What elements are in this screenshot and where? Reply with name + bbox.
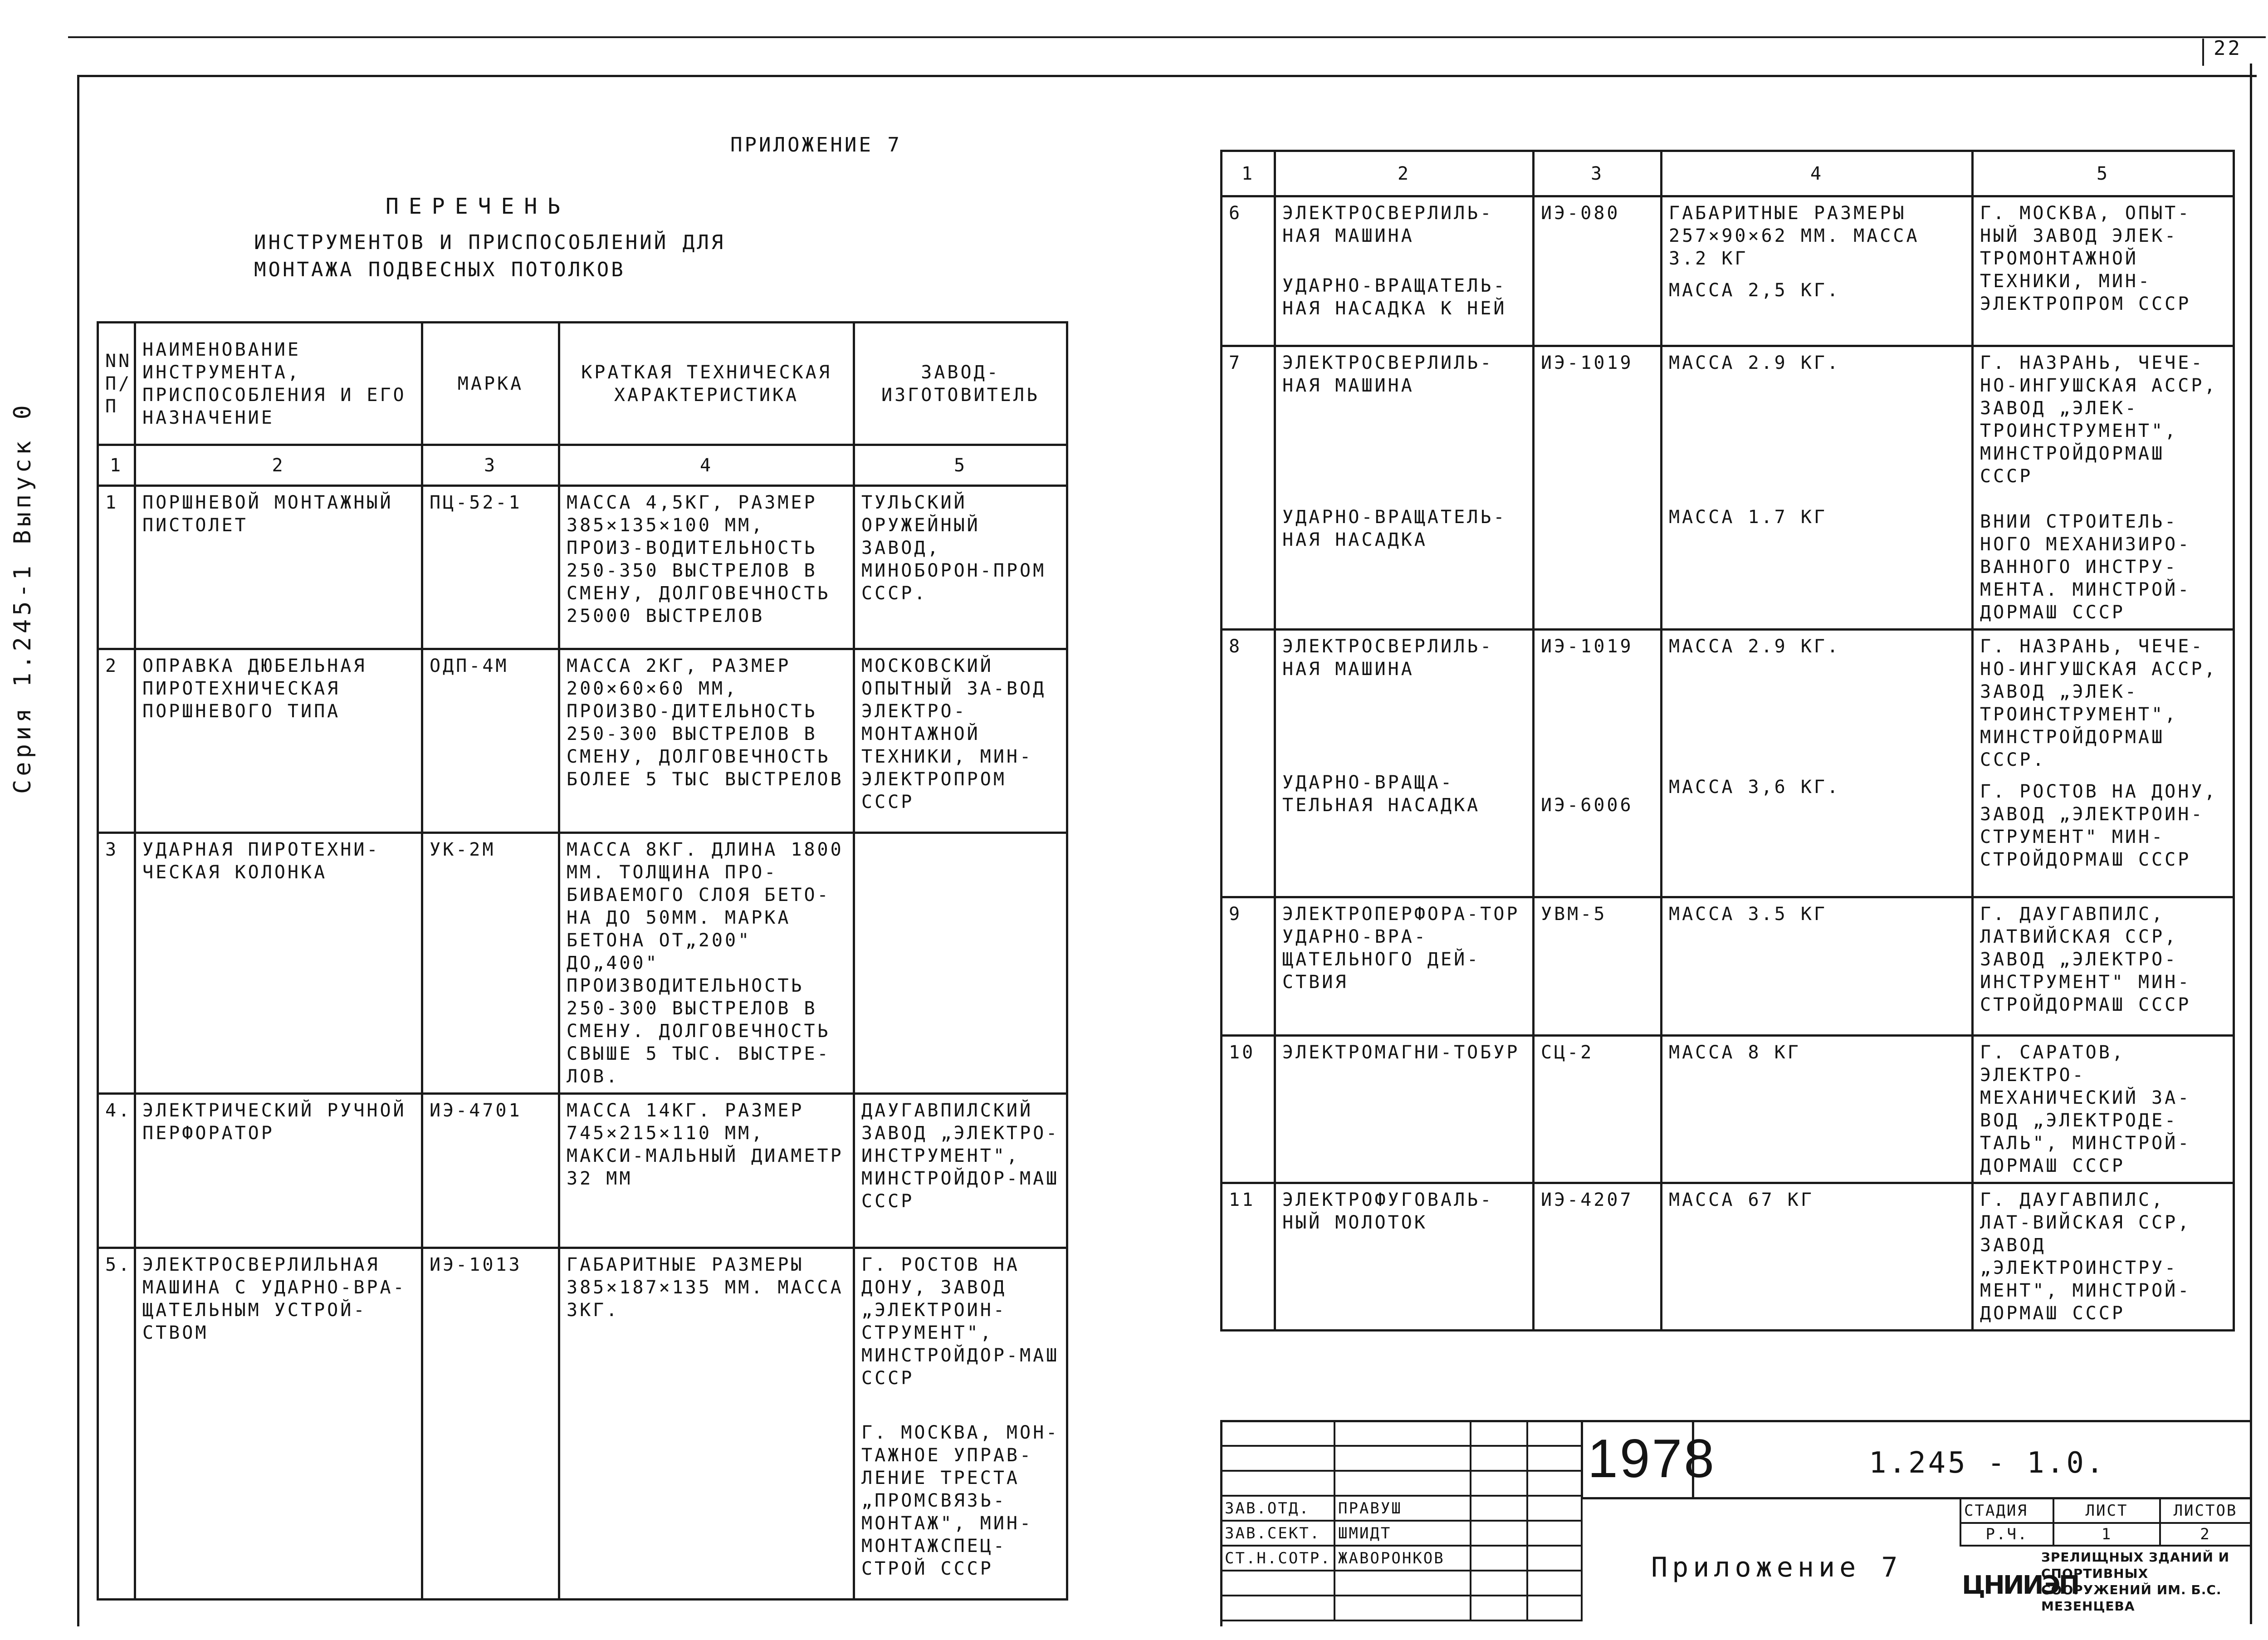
item-maker-secondary: Г. РОСТОВ НА ДОНУ, ЗАВОД „ЭЛЕКТРОИН-СТРУМЕНТ" МИН-СТРОЙДОРМАШ СССР: [1980, 781, 2218, 870]
table-row: [98, 1094, 1067, 1248]
left-frame-line: [77, 75, 79, 1626]
item-maker: Г. ДАУГАВПИЛС, ЛАТВИЙСКАЯ ССР, ЗАВОД „ЭЛЕКТРО-ИНСТРУМЕНТ" МИН-СТРОЙДОРМАШ СССР: [1973, 897, 2234, 1036]
item-spec: МАССА 67 КГ: [1662, 1183, 1973, 1331]
sheets-value: 2: [2160, 1523, 2251, 1546]
item-maker: [854, 833, 1067, 1094]
row-number: 2: [98, 649, 135, 833]
item-spec: [1662, 196, 1973, 346]
item-name: [1275, 630, 1534, 897]
signer-role: СТ.Н.СОТР.: [1221, 1546, 1334, 1571]
item-name-primary: ЭЛЕКТРОСВЕРЛИЛЬ-НАЯ МАШИНА: [1282, 352, 1494, 396]
col-number: 3: [422, 445, 559, 486]
item-maker: [1973, 346, 2234, 630]
document-subtitle-2: МОНТАЖА ПОДВЕСНЫХ ПОТОЛКОВ: [254, 258, 626, 281]
row-number: 1: [98, 486, 135, 649]
item-spec: МАССА 4,5КГ, РАЗМЕР 385×135×100 ММ, ПРОИЗ-ВОДИТЕЛЬНОСТЬ 250-350 ВЫСТРЕЛОВ В СМЕНУ, ДОЛГОВЕЧНОСТЬ 25000 ВЫСТРЕЛОВ: [559, 486, 854, 649]
col-number: 4: [559, 445, 854, 486]
signer-role: ЗАВ.СЕКТ.: [1221, 1521, 1334, 1546]
left-instruments-table: [97, 321, 1068, 1601]
item-spec-primary: МАССА 2.9 КГ.: [1669, 636, 1841, 657]
table-row: [1222, 897, 2234, 1036]
item-mark: [1534, 630, 1662, 897]
item-maker-primary: Г. РОСТОВ НА ДОНУ, ЗАВОД „ЭЛЕКТРОИН-СТРУМЕНТ", МИНСТРОЙДОР-МАШ СССР: [861, 1254, 1060, 1389]
table-row: [98, 649, 1067, 833]
signer-name: ЖАВОРОНКОВ: [1334, 1546, 1471, 1571]
item-maker-primary: Г. НАЗРАНЬ, ЧЕЧЕ-НО-ИНГУШСКАЯ АССР, ЗАВОД „ЭЛЕК-ТРОИНСТРУМЕНТ", МИНСТРОЙДОРМАШ СССР: [1980, 352, 2218, 487]
table-row: [1222, 1036, 2234, 1183]
item-name-primary: ЭЛЕКТРОСВЕРЛИЛЬ-НАЯ МАШИНА: [1282, 636, 1494, 680]
item-mark-primary: ИЭ-1019: [1541, 636, 1633, 657]
item-mark: СЦ-2: [1534, 1036, 1662, 1183]
item-maker: МОСКОВСКИЙ ОПЫТНЫЙ ЗА-ВОД ЭЛЕКТРО-МОНТАЖНОЙ ТЕХНИКИ, МИН-ЭЛЕКТРОПРОМ СССР: [854, 649, 1067, 833]
item-maker: Г. МОСКВА, ОПЫТ-НЫЙ ЗАВОД ЭЛЕК-ТРОМОНТАЖНОЙ ТЕХНИКИ, МИН-ЭЛЕКТРОПРОМ СССР: [1973, 196, 2234, 346]
item-spec-primary: МАССА 2.9 КГ.: [1669, 352, 1841, 373]
item-spec: [1662, 346, 1973, 630]
row-number: 5.: [98, 1248, 135, 1600]
row-number: 11: [1222, 1183, 1275, 1331]
item-spec: ГАБАРИТНЫЕ РАЗМЕРЫ 385×187×135 ММ. МАССА 3КГ.: [559, 1248, 854, 1600]
item-spec: [1662, 630, 1973, 897]
col-number: 5: [1973, 151, 2234, 196]
item-name: ЭЛЕКТРИЧЕСКИЙ РУЧНОЙ ПЕРФОРАТОР: [135, 1094, 422, 1248]
item-name: УДАРНАЯ ПИРОТЕХНИ-ЧЕСКАЯ КОЛОНКА: [135, 833, 422, 1094]
document-title: ПЕРЕЧЕНЬ: [386, 194, 571, 219]
series-side-text: Серия 1.245-1 Выпуск 0: [9, 401, 36, 794]
item-spec: МАССА 8 КГ: [1662, 1036, 1973, 1183]
sheet-label: ЛИСТ: [2053, 1498, 2160, 1523]
item-name: ОПРАВКА ДЮБЕЛЬНАЯ ПИРОТЕХНИЧЕСКАЯ ПОРШНЕВОГО ТИПА: [135, 649, 422, 833]
item-name: ЭЛЕКТРОПЕРФОРА-ТОР УДАРНО-ВРА-ЩАТЕЛЬНОГО ДЕЙ-СТВИЯ: [1275, 897, 1534, 1036]
item-spec-secondary: МАССА 2,5 КГ.: [1669, 280, 1841, 301]
item-mark-secondary: ИЭ-6006: [1541, 795, 1633, 816]
item-mark: ИЭ-1019: [1534, 346, 1662, 630]
item-name: ЭЛЕКТРОФУГОВАЛЬ-НЫЙ МОЛОТОК: [1275, 1183, 1534, 1331]
col-number: 2: [135, 445, 422, 486]
org-logo: ЦНИИЭП: [1962, 1571, 2078, 1600]
item-mark: ИЭ-080: [1534, 196, 1662, 346]
row-number: 10: [1222, 1036, 1275, 1183]
item-spec: МАССА 14КГ. РАЗМЕР 745×215×110 ММ, МАКСИ-МАЛЬНЫЙ ДИАМЕТР 32 ММ: [559, 1094, 854, 1248]
item-mark: ИЭ-4207: [1534, 1183, 1662, 1331]
item-name: [1275, 196, 1534, 346]
item-name: [1275, 346, 1534, 630]
col-number: 1: [1222, 151, 1275, 196]
item-mark: УК-2М: [422, 833, 559, 1094]
header-maker: ЗАВОД-ИЗГОТОВИТЕЛЬ: [854, 323, 1067, 445]
stage-value: Р.Ч.: [1960, 1523, 2053, 1546]
signer-role: ЗАВ.ОТД.: [1221, 1496, 1334, 1521]
item-maker-secondary: Г. МОСКВА, МОН-ТАЖНОЕ УПРАВ-ЛЕНИЕ ТРЕСТА „ПРОМСВЯЗЬ-МОНТАЖ", МИН-МОНТАЖСПЕЦ-СТРОЙ СССР: [861, 1422, 1060, 1579]
col-number: 5: [854, 445, 1067, 486]
top-frame-line: [68, 36, 2266, 38]
header-mark: МАРКА: [422, 323, 559, 445]
row-number: 6: [1222, 196, 1275, 346]
signature-grid: [1220, 1420, 1583, 1621]
item-spec-secondary: МАССА 3,6 КГ.: [1669, 777, 1841, 798]
sheets-label: ЛИСТОВ: [2160, 1498, 2251, 1523]
item-maker: [854, 1248, 1067, 1600]
item-mark: ПЦ-52-1: [422, 486, 559, 649]
table-row: [1222, 630, 2234, 897]
table-row: [98, 833, 1067, 1094]
item-name-secondary: УДАРНО-ВРАЩА-ТЕЛЬНАЯ НАСАДКА: [1282, 772, 1481, 816]
header-spec: КРАТКАЯ ТЕХНИЧЕСКАЯ ХАРАКТЕРИСТИКА: [559, 323, 854, 445]
sheet-value: 1: [2053, 1523, 2160, 1546]
item-name-secondary: УДАРНО-ВРАЩАТЕЛЬ-НАЯ НАСАДКА: [1282, 507, 1507, 550]
header-name: НАИМЕНОВАНИЕ ИНСТРУМЕНТА, ПРИСПОСОБЛЕНИЯ И ЕГО НАЗНАЧЕНИЕ: [135, 323, 422, 445]
stage-label: СТАДИЯ: [1960, 1498, 2053, 1523]
appendix-label: ПРИЛОЖЕНИЕ 7: [730, 133, 902, 157]
sheet-title: Приложение 7: [1651, 1552, 1902, 1583]
item-mark: УВМ-5: [1534, 897, 1662, 1036]
item-spec-secondary: МАССА 1.7 КГ: [1669, 507, 1827, 528]
col-number: 3: [1534, 151, 1662, 196]
signer-name: ПРАВУШ: [1334, 1496, 1471, 1521]
item-name: ПОРШНЕВОЙ МОНТАЖНЫЙ ПИСТОЛЕТ: [135, 486, 422, 649]
col-number: 1: [98, 445, 135, 486]
item-name: ЭЛЕКТРОСВЕРЛИЛЬНАЯ МАШИНА С УДАРНО-ВРА-ЩАТЕЛЬНЫМ УСТРОЙ-СТВОМ: [135, 1248, 422, 1600]
year-box-left: [1581, 1420, 1583, 1499]
item-name: ЭЛЕКТРОМАГНИ-ТОБУР: [1275, 1036, 1534, 1183]
table-row: [98, 1248, 1067, 1600]
col-number: 2: [1275, 151, 1534, 196]
item-maker: ДАУГАВПИЛСКИЙ ЗАВОД „ЭЛЕКТРО-ИНСТРУМЕНТ", МИНСТРОЙДОР-МАШ СССР: [854, 1094, 1067, 1248]
item-maker: [1973, 630, 2234, 897]
row-number: 3: [98, 833, 135, 1094]
row-number: 8: [1222, 630, 1275, 897]
item-name-primary: ЭЛЕКТРОСВЕРЛИЛЬ-НАЯ МАШИНА: [1282, 203, 1494, 246]
signer-name: ШМИДТ: [1334, 1521, 1471, 1546]
item-maker-secondary: ВНИИ СТРОИТЕЛЬ-НОГО МЕХАНИЗИРО-ВАННОГО ИНСТРУ-МЕНТА. МИНСТРОЙ-ДОРМАШ СССР: [1980, 511, 2191, 623]
row-number: 4.: [98, 1094, 135, 1248]
item-spec: МАССА 3.5 КГ: [1662, 897, 1973, 1036]
row-number: 9: [1222, 897, 1275, 1036]
item-maker: Г. САРАТОВ, ЭЛЕКТРО-МЕХАНИЧЕСКИЙ ЗА-ВОД „ЭЛЕКТРОДЕ-ТАЛЬ", МИНСТРОЙ-ДОРМАШ СССР: [1973, 1036, 2234, 1183]
item-mark: ОДП-4М: [422, 649, 559, 833]
right-instruments-table: [1220, 150, 2235, 1332]
item-name-secondary: УДАРНО-ВРАЩАТЕЛЬ-НАЯ НАСАДКА К НЕЙ: [1282, 275, 1507, 319]
inner-top-frame-line: [79, 75, 2257, 77]
item-spec: МАССА 8КГ. ДЛИНА 1800 ММ. ТОЛЩИНА ПРО-БИВАЕМОГО СЛОЯ БЕТО-НА ДО 50ММ. МАРКА БЕТОНА ОТ„200" ДО„400" ПРОИЗВОДИТЕЛЬНОСТЬ 250-300 ВЫСТРЕЛОВ В СМЕНУ. ДОЛГОВЕЧНОСТЬ СВЫШЕ 5 ТЫС. ВЫСТРЕ-ЛОВ.: [559, 833, 854, 1094]
table-row: [98, 486, 1067, 649]
table-row: [1222, 1183, 2234, 1331]
item-spec: МАССА 2КГ, РАЗМЕР 200×60×60 ММ, ПРОИЗВО-ДИТЕЛЬНОСТЬ 250-300 ВЫСТРЕЛОВ В СМЕНУ, ДОЛГОВЕЧНОСТЬ БОЛЕЕ 5 ТЫС ВЫСТРЕЛОВ: [559, 649, 854, 833]
table-row: [1222, 196, 2234, 346]
document-code: 1.245 - 1.0.: [1869, 1446, 2106, 1480]
page-number-box-line: [2202, 39, 2204, 66]
row-number: 7: [1222, 346, 1275, 630]
item-spec-primary: ГАБАРИТНЫЕ РАЗМЕРЫ 257×90×62 ММ. МАССА 3.2 КГ: [1669, 203, 1920, 269]
org-name: ЗРЕЛИЩНЫХ ЗДАНИЙ И СПОРТИВНЫХ СООРУЖЕНИЙ ИМ. Б.С. МЕЗЕНЦЕВА: [2041, 1550, 2230, 1614]
item-maker: Г. ДАУГАВПИЛС, ЛАТ-ВИЙСКАЯ ССР, ЗАВОД „ЭЛЕКТРОИНСТРУ-МЕНТ", МИНСТРОЙ-ДОРМАШ СССР: [1973, 1183, 2234, 1331]
header-nn: NN П/П: [98, 323, 135, 445]
item-mark: ИЭ-4701: [422, 1094, 559, 1248]
item-maker-primary: Г. НАЗРАНЬ, ЧЕЧЕ-НО-ИНГУШСКАЯ АССР, ЗАВОД „ЭЛЕК-ТРОИНСТРУМЕНТ", МИНСТРОЙДОРМАШ СССР.: [1980, 636, 2218, 770]
right-frame-line: [2250, 64, 2252, 1624]
document-subtitle-1: ИНСТРУМЕНТОВ И ПРИСПОСОБЛЕНИЙ ДЛЯ: [254, 231, 726, 254]
table-row: [1222, 346, 2234, 630]
item-maker: ТУЛЬСКИЙ ОРУЖЕЙНЫЙ ЗАВОД, МИНОБОРОН-ПРОМ СССР.: [854, 486, 1067, 649]
year: 1978: [1588, 1428, 1716, 1489]
item-mark: ИЭ-1013: [422, 1248, 559, 1600]
stage-sheet-table: [1960, 1497, 2252, 1547]
page-number: 22: [2214, 37, 2242, 60]
col-number: 4: [1662, 151, 1973, 196]
